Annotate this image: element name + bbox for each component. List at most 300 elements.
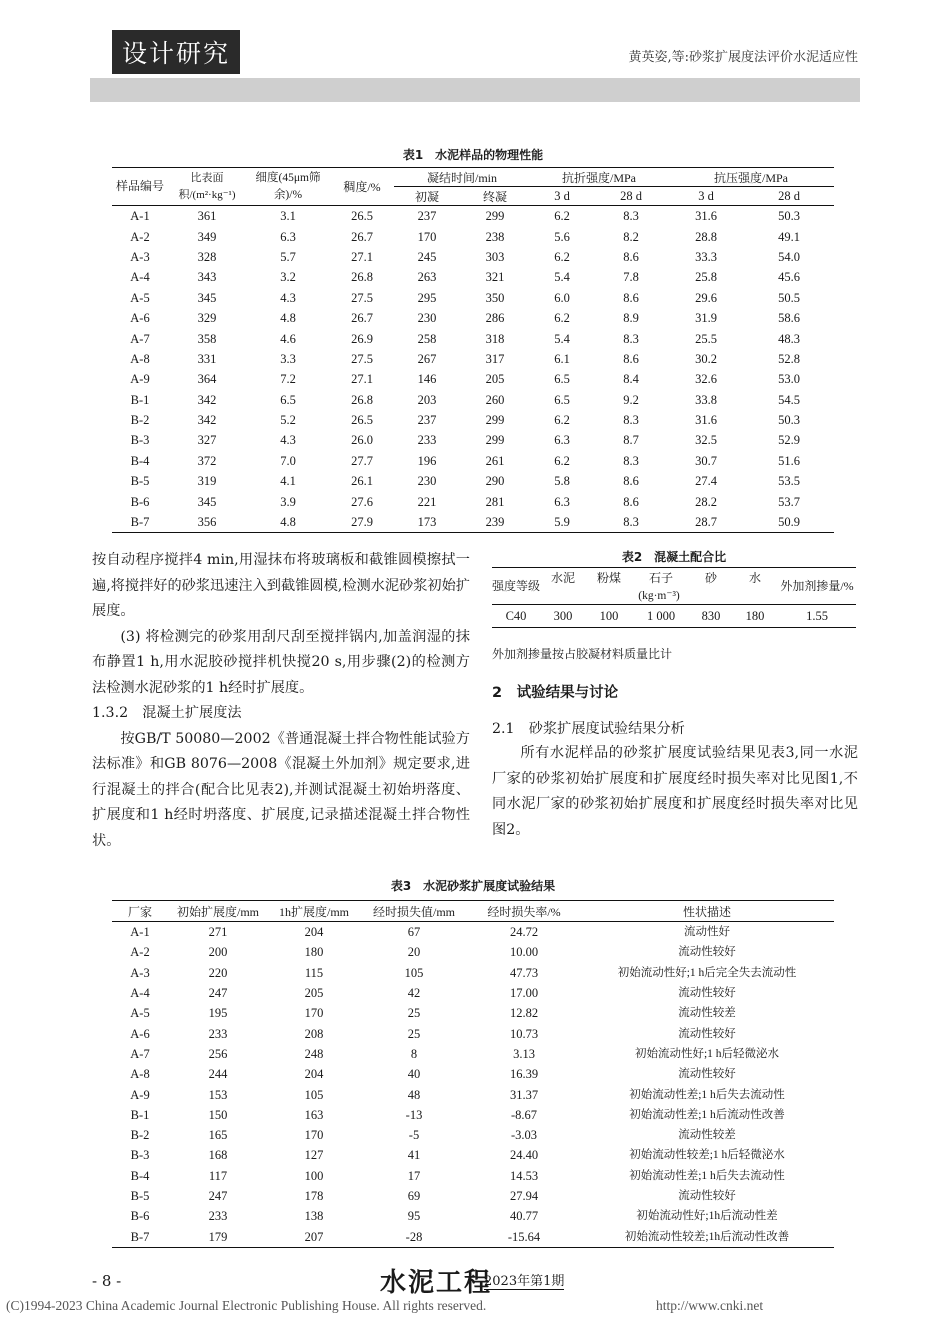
table3-description: 流动性较好 <box>678 1027 736 1040</box>
table3-description: 流动性较差 <box>678 1129 736 1142</box>
table1-cell: B-7 <box>112 512 168 533</box>
paragraph-2: (3) 将检测完的砂浆用刮尺刮至搅拌锅内,加盖润湿的抹布静置1 h,用水泥胶砂搅拌机快搅20 s,用步骤(2)的检测方法检测水泥砂浆的1 h经时扩展度。 <box>92 628 470 696</box>
table1-cell: 8.7 <box>623 433 639 448</box>
table3-cell: 10.73 <box>509 1026 539 1041</box>
table1-cell: 26.7 <box>351 311 373 326</box>
table1-cell: 221 <box>417 494 437 509</box>
table1-cell: 26.8 <box>351 270 373 285</box>
table3 <box>112 900 834 1248</box>
table3-description: 初始流动性差;1 h后流动性改善 <box>629 1108 785 1121</box>
table3-cell: A-1 <box>130 925 150 940</box>
table1-cell: 8.3 <box>594 512 668 533</box>
table3-header-cell: 经时损失率/% <box>468 901 580 922</box>
table1-cell: 303 <box>485 249 505 264</box>
table1-cell: 26.8 <box>351 392 373 407</box>
table1-cell: 345 <box>197 290 217 305</box>
table3-description: 初始流动性好;1h后流动性差 <box>636 1210 778 1223</box>
table3-cell: 168 <box>208 1148 228 1163</box>
table1-cell: 5.4 <box>554 270 570 285</box>
table3-row <box>112 1125 834 1145</box>
table1-cell: A-5 <box>130 290 150 305</box>
table1-cell: 258 <box>417 331 437 346</box>
table1-cell: 3.9 <box>280 494 296 509</box>
table3-cell: B-2 <box>130 1128 150 1143</box>
table3-cell: 195 <box>208 1006 228 1021</box>
table3-description: 流动性较好 <box>678 1190 736 1202</box>
table1-cell: 31.6 <box>695 209 717 224</box>
table1-cell: 27.5 <box>351 290 373 305</box>
table1-cell: 30.7 <box>695 453 717 468</box>
table3-cell: 153 <box>208 1087 228 1102</box>
t2-water: 水 <box>732 568 778 587</box>
table3-cell: 41 <box>407 1148 421 1163</box>
table1-caption: 表1 水泥样品的物理性能 <box>402 148 544 162</box>
table3-cell: 67 <box>407 925 421 940</box>
table3-cell: 105 <box>404 965 424 980</box>
running-title: 黄英姿,等:砂浆扩展度法评价水泥适应性 <box>628 50 858 65</box>
table2-cell: 830 <box>701 608 721 623</box>
table1-cell: 27.4 <box>695 474 717 489</box>
table3-description: 流动性较好 <box>678 987 736 1000</box>
table3-cell: 256 <box>208 1046 228 1061</box>
table1-cell: 4.8 <box>280 311 296 326</box>
table1-cell: 5.6 <box>554 229 570 244</box>
table1-cell: 8.4 <box>623 372 639 387</box>
table1-cell: 299 <box>485 209 505 224</box>
table3-cell: 178 <box>304 1189 324 1203</box>
col-comp-28d: 28 d <box>778 188 800 203</box>
table1-cell: A-1 <box>130 209 150 224</box>
table1-cell: 267 <box>417 351 437 366</box>
table1-cell: 33.3 <box>695 249 717 264</box>
table3-cell: A-7 <box>130 1046 150 1061</box>
table3-cell: 14.53 <box>509 1168 539 1183</box>
table1-cell: 25.8 <box>695 270 717 285</box>
table1-cell: 342 <box>197 392 217 407</box>
table3-cell: A-3 <box>130 965 150 980</box>
table2 <box>492 567 856 628</box>
table3-cell: B-1 <box>130 1107 150 1122</box>
table3-cell: 69 <box>407 1189 421 1203</box>
table3-header-cell: 1h扩展度/mm <box>268 901 360 922</box>
table3-cell: 248 <box>304 1046 324 1061</box>
t2-admix: 外加剂掺量/% <box>778 568 856 605</box>
table1-cell: 342 <box>197 413 217 428</box>
table1-row <box>112 308 834 328</box>
table1-cell: 52.9 <box>778 433 800 448</box>
table2-cell: 1.55 <box>806 608 828 623</box>
table3-row <box>112 1206 834 1226</box>
table1-cell: 327 <box>197 433 217 448</box>
t2-sand: 砂 <box>690 568 732 587</box>
table1-cell: 45.6 <box>778 270 800 285</box>
table1-cell: 25.5 <box>695 331 717 346</box>
table2-cell: 180 <box>745 608 765 623</box>
cnki-link[interactable]: http://www.cnki.net <box>656 1298 764 1313</box>
table1-cell: 31.9 <box>695 311 717 326</box>
table1-cell: A-4 <box>130 270 150 285</box>
table1-cell: 27.7 <box>351 453 373 468</box>
table1-cell: A-6 <box>130 311 150 326</box>
table1-cell: 8.9 <box>623 311 639 326</box>
table1-cell: 5.7 <box>280 249 296 264</box>
table1-cell: 31.6 <box>695 413 717 428</box>
table1-cell: 345 <box>197 494 217 509</box>
table1-row <box>112 390 834 410</box>
table1-cell: 237 <box>417 413 437 428</box>
table1-cell: 4.1 <box>280 474 296 489</box>
table3-row <box>112 1044 834 1064</box>
table1-cell: 6.3 <box>554 433 570 448</box>
table1-cell: 26.5 <box>351 413 373 428</box>
table1-row <box>112 491 834 511</box>
table3-cell: -15.64 <box>468 1226 580 1247</box>
table3-cell: 40 <box>407 1067 421 1082</box>
table1-cell: 5.9 <box>530 512 594 533</box>
table3-cell: -8.67 <box>510 1107 538 1122</box>
col-setting: 凝结时间/min <box>394 168 530 187</box>
table1-cell: 321 <box>485 270 505 285</box>
table3-cell: 47.73 <box>509 965 539 980</box>
table1-cell: 4.3 <box>280 290 296 305</box>
table1-cell: 299 <box>485 433 505 448</box>
table1-cell: 4.6 <box>280 331 296 346</box>
table3-cell: A-6 <box>130 1026 150 1041</box>
table1-cell: 4.8 <box>246 512 330 533</box>
table1-cell: 290 <box>485 474 505 489</box>
table1-row <box>112 410 834 430</box>
table3-cell: 208 <box>304 1026 324 1041</box>
table3-row <box>112 1023 834 1043</box>
table1-row <box>112 512 834 533</box>
table3-row <box>112 983 834 1003</box>
table1-cell: 364 <box>197 372 217 387</box>
table1-cell: 6.0 <box>554 290 570 305</box>
table3-cell: A-8 <box>130 1067 150 1082</box>
table3-row <box>112 1064 834 1084</box>
table3-cell: 205 <box>304 986 324 1001</box>
col-compressive: 抗压强度/MPa <box>668 168 834 187</box>
table1-cell: 50.9 <box>744 512 834 533</box>
table1-cell: 27.5 <box>351 351 373 366</box>
col-flexural: 抗折强度/MPa <box>530 168 668 187</box>
table3-cell: 247 <box>208 1189 228 1203</box>
table1-row <box>112 471 834 491</box>
table1-cell: 7.2 <box>280 372 296 387</box>
table1-cell: 3.3 <box>280 351 296 366</box>
table3-cell: 40.77 <box>509 1209 539 1224</box>
table1-cell: 6.1 <box>554 351 570 366</box>
table1-cell: 8.6 <box>623 249 639 264</box>
table1-cell: 26.5 <box>351 209 373 224</box>
table3-description: 初始流动性好;1 h后完全失去流动性 <box>617 966 797 979</box>
table3-cell: 42 <box>407 986 421 1001</box>
table2-cell: 1 000 <box>646 608 676 623</box>
table1-cell: 233 <box>417 433 437 448</box>
table1-cell: 6.2 <box>554 453 570 468</box>
table3-row <box>112 1166 834 1186</box>
table3-cell: 27.94 <box>509 1189 539 1203</box>
table3-cell: 117 <box>208 1168 228 1183</box>
table1-row <box>112 288 834 308</box>
table3-cell: A-4 <box>130 986 150 1001</box>
t2-grade: 强度等级 <box>492 568 540 605</box>
table3-caption: 表3 水泥砂浆扩展度试验结果 <box>390 879 556 893</box>
table1-cell: 230 <box>417 474 437 489</box>
table3-header-cell: 经时损失值/mm <box>360 901 468 922</box>
table1-cell: B-3 <box>130 433 150 448</box>
table3-cell: 170 <box>304 1006 324 1021</box>
table1-cell: 54.0 <box>778 249 800 264</box>
table3-cell: 220 <box>208 965 228 980</box>
table1-cell: 331 <box>197 351 217 366</box>
table3-cell: 207 <box>268 1226 360 1247</box>
table1-row <box>112 369 834 389</box>
table3-cell: 100 <box>304 1168 324 1183</box>
table3-cell: -5 <box>408 1128 420 1143</box>
table1-cell: 6.5 <box>280 392 296 407</box>
table1-row <box>112 226 834 246</box>
table1-cell: 26.0 <box>351 433 373 448</box>
table1-cell: 48.3 <box>778 331 800 346</box>
paragraph-3: 按GB/T 50080—2002《普通混凝土拌合物性能试验方法标准》和GB 8076—2008《混凝土外加剂》规定要求,进行混凝土的拌合(配合比见表2),并测试混凝土初始坍落度、扩展度和1 h经时坍落度、扩展度,记录描述混凝土拌合物性状。 <box>92 730 470 849</box>
table1-cell: 343 <box>197 270 217 285</box>
table3-cell: 127 <box>304 1148 324 1163</box>
section-2-heading: 2 试验结果与讨论 <box>492 685 619 701</box>
t2-cement: 水泥 <box>540 568 586 587</box>
table3-row <box>112 1084 834 1104</box>
table3-description: 流动性较好 <box>678 946 736 959</box>
table1-cell: 350 <box>485 290 505 305</box>
table1-cell: 53.5 <box>778 474 800 489</box>
table3-cell: 165 <box>208 1128 228 1143</box>
table1-cell: 7.0 <box>280 453 296 468</box>
table3-cell: B-5 <box>130 1189 150 1203</box>
table1-cell: 372 <box>197 453 217 468</box>
table1-cell: 317 <box>485 351 505 366</box>
table1-cell: 32.6 <box>695 372 717 387</box>
table3-cell: B-3 <box>130 1148 150 1163</box>
table1-cell: 53.0 <box>778 372 800 387</box>
table1-cell: 28.8 <box>695 229 717 244</box>
col-final: 终凝 <box>482 189 507 204</box>
table1-row <box>112 328 834 348</box>
table3-cell: 180 <box>304 945 324 960</box>
table1-cell: 281 <box>485 494 505 509</box>
table3-description: 初始流动性较差;1 h后轻微泌水 <box>629 1149 785 1162</box>
table3-cell: 204 <box>304 1067 324 1082</box>
table1-cell: 230 <box>417 311 437 326</box>
table3-cell: 244 <box>208 1067 228 1082</box>
table1-cell: 50.3 <box>778 209 800 224</box>
page-number: - 8 - <box>92 1272 122 1290</box>
table1-cell: 319 <box>197 474 217 489</box>
table1-cell: 361 <box>197 209 217 224</box>
table1-cell: 286 <box>485 311 505 326</box>
table3-cell: 163 <box>304 1107 324 1122</box>
table3-cell: 233 <box>208 1026 228 1041</box>
table1-row <box>112 247 834 267</box>
table1-cell: 9.2 <box>623 392 639 407</box>
table3-row <box>112 963 834 983</box>
table3-cell: 200 <box>208 945 228 960</box>
col-sample: 样品编号 <box>112 168 168 206</box>
table1-cell: 238 <box>485 229 505 244</box>
table3-row <box>112 1105 834 1125</box>
table1-cell: 26.7 <box>351 229 373 244</box>
table3-cell: 12.82 <box>509 1006 539 1021</box>
table1-cell: 5.8 <box>554 474 570 489</box>
table3-description: 初始流动性差;1 h后失去流动性 <box>629 1169 785 1182</box>
table3-cell: -28 <box>360 1226 468 1247</box>
table1-cell: A-9 <box>130 372 150 387</box>
table1-cell: 6.2 <box>554 413 570 428</box>
table1-cell: 8.2 <box>623 229 639 244</box>
table3-description: 流动性较好 <box>678 1068 736 1081</box>
copyright-text: (C)1994-2023 China Academic Journal Electronic Publishing House. All rights reserved. <box>6 1298 487 1313</box>
table1-cell: 260 <box>485 392 505 407</box>
table2-cell: C40 <box>505 608 527 623</box>
table1-cell: 53.7 <box>778 494 800 509</box>
table1-cell: 358 <box>197 331 217 346</box>
table3-cell: 10.00 <box>509 945 539 960</box>
table3-cell: A-9 <box>130 1087 150 1102</box>
table1-cell: 4.3 <box>280 433 296 448</box>
table1-cell: 8.3 <box>623 413 639 428</box>
table1-cell: 245 <box>417 249 437 264</box>
table1-cell: 27.1 <box>351 372 373 387</box>
col-surface: 比表面积/(m²·kg⁻¹) <box>168 168 246 206</box>
table1-row <box>112 349 834 369</box>
table3-cell: 8 <box>410 1046 418 1061</box>
table3-header-cell: 初始扩展度/mm <box>168 901 268 922</box>
table1-cell: 318 <box>485 331 505 346</box>
copyright-line <box>6 1298 764 1314</box>
table1-cell: 196 <box>417 453 437 468</box>
table1-row <box>112 430 834 450</box>
table3-cell: 170 <box>304 1128 324 1143</box>
table3-cell: 115 <box>304 965 324 980</box>
table1-cell: A-8 <box>130 351 150 366</box>
table1-cell: A-3 <box>130 249 150 264</box>
table3-cell: 247 <box>208 986 228 1001</box>
table1-cell: 28.7 <box>668 512 744 533</box>
table3-description: 流动性好 <box>684 926 730 939</box>
table1-cell: A-2 <box>130 229 150 244</box>
table3-row <box>112 1226 834 1247</box>
table3-cell: B-6 <box>130 1209 150 1224</box>
table1-cell: 8.3 <box>623 209 639 224</box>
table1-cell: 28.2 <box>695 494 717 509</box>
table1-cell: 27.9 <box>330 512 394 533</box>
table3-cell: 271 <box>208 925 228 940</box>
t2-stone: 石子 <box>632 568 690 587</box>
col-flex-28d: 28 d <box>620 188 642 203</box>
t2-unit: (kg·m⁻³) <box>638 590 680 602</box>
table1-row <box>112 267 834 287</box>
table3-cell: -13 <box>405 1107 423 1122</box>
paragraph-4: 所有水泥样品的砂浆扩展度试验结果见表3,同一水泥厂家的砂浆初始扩展度和扩展度经时损失率对比见图1,不同水泥厂家的砂浆初始扩展度和扩展度经时损失率对比见图2。 <box>492 745 858 838</box>
table1-cell: 3.1 <box>280 209 296 224</box>
left-paragraphs <box>92 548 470 854</box>
table1-cell: 8.6 <box>623 474 639 489</box>
table1-cell: 27.6 <box>351 494 373 509</box>
table3-cell: 105 <box>304 1087 324 1102</box>
table3-cell: 25 <box>407 1026 421 1041</box>
table3-cell: 233 <box>208 1209 228 1224</box>
table1-cell: 49.1 <box>778 229 800 244</box>
table3-cell: 17 <box>407 1168 421 1183</box>
table1-cell: 54.5 <box>778 392 800 407</box>
table1-cell: 173 <box>394 512 460 533</box>
table1-cell: 32.5 <box>695 433 717 448</box>
table1-cell: 5.2 <box>280 413 296 428</box>
table1-cell: 299 <box>485 413 505 428</box>
table1-cell: 29.6 <box>695 290 717 305</box>
table1-cell: 239 <box>460 512 530 533</box>
col-consistency: 稠度/% <box>330 168 394 206</box>
table1-cell: 26.9 <box>351 331 373 346</box>
table1-cell: 356 <box>168 512 246 533</box>
table3-cell: A-5 <box>130 1006 150 1021</box>
table1-cell: B-5 <box>130 474 150 489</box>
table3-cell: 48 <box>407 1087 421 1102</box>
table3-description: 流动性较差 <box>678 1007 736 1020</box>
table3-header-cell: 厂家 <box>112 901 168 922</box>
table1-cell: 8.3 <box>623 453 639 468</box>
table3-cell: 24.40 <box>509 1148 539 1163</box>
table1-cell: 6.5 <box>554 392 570 407</box>
section-tag: 设计研究 <box>112 30 240 74</box>
table3-row <box>112 922 834 943</box>
table3-row <box>112 1003 834 1023</box>
table3-cell: 95 <box>407 1209 421 1224</box>
table1-cell: 7.8 <box>623 270 639 285</box>
table1-cell: 205 <box>485 372 505 387</box>
table1-cell: 8.6 <box>623 351 639 366</box>
table1-cell: 5.4 <box>554 331 570 346</box>
table1 <box>112 167 834 533</box>
table1-row <box>112 451 834 471</box>
table1-cell: 328 <box>197 249 217 264</box>
table3-cell: 179 <box>168 1226 268 1247</box>
table2-cell: 300 <box>553 608 573 623</box>
table2-cell: 100 <box>599 608 619 623</box>
table2-caption: 表2 混凝土配合比 <box>621 550 727 564</box>
table2-note: 外加剂掺量按占胶凝材料质量比计 <box>492 647 673 661</box>
header-bar <box>90 78 860 102</box>
table1-cell: B-6 <box>130 494 150 509</box>
table1-cell: 30.2 <box>695 351 717 366</box>
table3-cell: B-7 <box>112 1226 168 1247</box>
table3-cell: 3.13 <box>513 1046 535 1061</box>
table1-cell: 8.3 <box>623 331 639 346</box>
table3-cell: 204 <box>304 925 324 940</box>
col-fineness: 细度(45μm筛余)/% <box>246 168 330 206</box>
table3-cell: 16.39 <box>509 1067 539 1082</box>
section-1-3-2: 1.3.2 混凝土扩展度法 <box>92 705 242 721</box>
table1-cell: 6.2 <box>554 209 570 224</box>
table3-cell: B-4 <box>130 1168 150 1183</box>
table1-cell: 27.1 <box>351 249 373 264</box>
table1-cell: 237 <box>417 209 437 224</box>
issue-label: 2023年第1期 <box>484 1270 564 1290</box>
paragraph-1: 按自动程序搅拌4 min,用湿抹布将玻璃板和截锥圆模擦拭一遍,将搅拌好的砂浆迅速注入到截锥圆模,检测水泥砂浆初始扩展度。 <box>92 552 470 619</box>
table1-cell: 52.8 <box>778 351 800 366</box>
table1-cell: B-1 <box>130 392 150 407</box>
table3-cell: 150 <box>208 1107 228 1122</box>
col-flex-3d: 3 d <box>554 188 570 203</box>
